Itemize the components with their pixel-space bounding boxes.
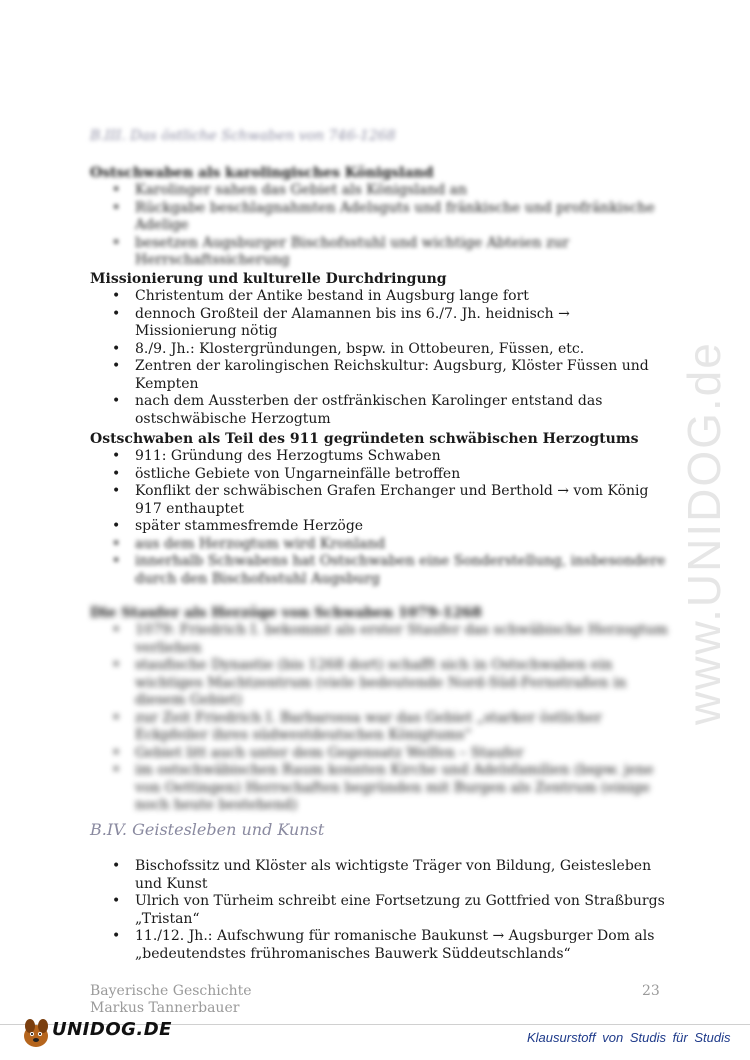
list-item: • zur Zeit Friedrich I. Barbarossa war das Gebiet „starker östlicher Eckpfeiler ihres südwestdeutschen Königtums“ [90, 710, 670, 745]
group-title: Die Staufer als Herzöge von Schwaben 1079-1268 [90, 605, 482, 621]
group-missionierung [90, 270, 670, 428]
dog-mascot-icon [24, 1019, 48, 1047]
group-geistesleben [90, 858, 670, 963]
list-item: • dennoch Großteil der Alamannen bis ins 6./7. Jh. heidnisch → Missionierung nötig [90, 306, 670, 341]
list-item: • Ulrich von Türheim schreibt eine Fortsetzung zu Gottfried von Straßburgs „Tristan“ [90, 893, 670, 928]
list-item: • 11./12. Jh.: Aufschwung für romanische Baukunst → Augsburger Dom als „bedeutendstes frühromanisches Bauwerk Süddeutschlands“ [90, 928, 670, 963]
list-item: • staufische Dynastie (bis 1268 dort) schafft sich in Ostschwaben ein wichtiges Machtzentrum (viele bedeutende Nord-Süd-Fernstraßen in diesem Gebiet) [90, 657, 670, 710]
list-item: • besetzen Augsburger Bischofsstuhl und wichtige Abteien zur Herrschaftssicherung [90, 235, 670, 270]
list-item: • 1079: Friedrich I. bekommt als erster Staufer das schwäbische Herzogtum verliehen [90, 622, 670, 657]
list-item: • 911: Gründung des Herzogtums Schwaben [90, 448, 670, 466]
logo-text: UNIDOG.DE [52, 1019, 172, 1040]
list-item: • aus dem Herzogtum wird Kronland [90, 536, 670, 554]
section-b3-heading: B.III. Das östliche Schwaben von 746-1268 [90, 128, 396, 144]
list-item: • Bischofssitz und Klöster als wichtigste Träger von Bildung, Geistesleben und Kunst [90, 858, 670, 893]
list-item: • 8./9. Jh.: Klostergründungen, bspw. in Ottobeuren, Füssen, etc. [90, 341, 670, 359]
watermark-text: www.UNIDOG.de [678, 341, 730, 725]
list-item: • Christentum der Antike bestand in Augsburg lange fort [90, 288, 670, 306]
group-herzogtum [90, 430, 670, 588]
watermark [650, 270, 750, 730]
footer-course: Bayerische Geschichte [90, 983, 252, 999]
footer-tagline: Klausurstoff von Studis für Studis [527, 1030, 731, 1045]
list-item: • nach dem Aussterben der ostfränkischen Karolinger entstand das ostschwäbische Herzogtum [90, 393, 670, 428]
group-title: Ostschwaben als Teil des 911 gegründeten schwäbischen Herzogtums [90, 431, 639, 447]
list-item: • Zentren der karolingischen Reichskultur: Augsburg, Klöster Füssen und Kempten [90, 358, 670, 393]
group-staufer [90, 604, 670, 815]
footer-author: Markus Tannerbauer [90, 1000, 240, 1016]
list-item: • Karolinger sahen das Gebiet als Königsland an [90, 182, 670, 200]
list-item: • innerhalb Schwabens hat Ostschwaben eine Sonderstellung, insbesondere durch den Bischofsstuhl Augsburg [90, 553, 670, 588]
group-title: Missionierung und kulturelle Durchdringung [90, 271, 447, 287]
list-item: • Rückgabe beschlagnahmten Adelsguts und fränkische und profränkische Adelige [90, 200, 670, 235]
list-item: • Konflikt der schwäbischen Grafen Erchanger und Berthold → vom König 917 enthauptet [90, 483, 670, 518]
group-title: Ostschwaben als karolingisches Königsland [90, 165, 434, 181]
page-number: 23 [642, 983, 660, 999]
section-b4-heading: B.IV. Geistesleben und Kunst [90, 820, 325, 839]
list-item: • später stammesfremde Herzöge [90, 518, 670, 536]
list-item: • im ostschwäbischen Raum konnten Kirche und Adelsfamilien (bspw. jene von Oettingen) Herrschaften begründen mit Burgen als Zentrum (einige noch heute bestehend) [90, 762, 670, 815]
group-karolingisches-koenigsland [90, 164, 670, 270]
footer-info [90, 983, 252, 1017]
list-item: • Gebiet litt auch unter dem Gegensatz Welfen – Staufer [90, 745, 670, 763]
list-item: • östliche Gebiete von Ungarneinfälle betroffen [90, 466, 670, 484]
